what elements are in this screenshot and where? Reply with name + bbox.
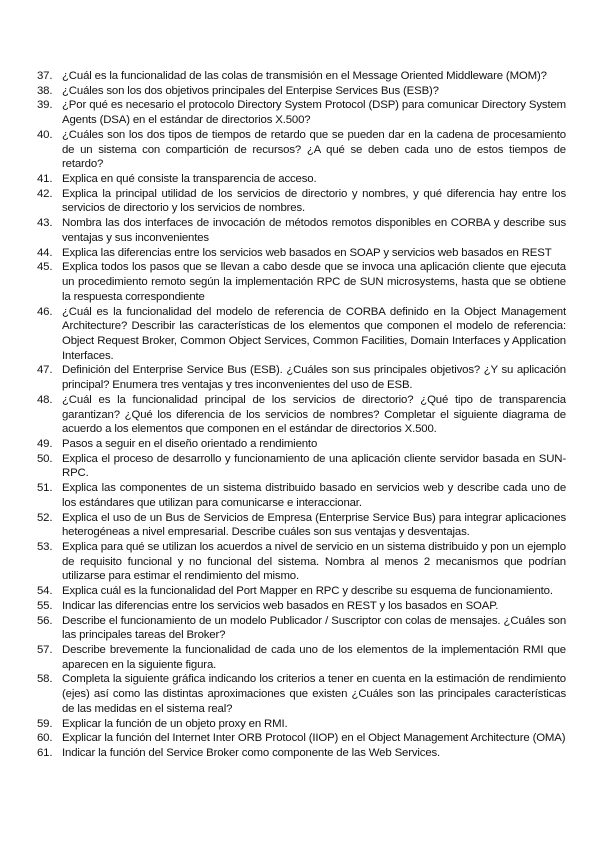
question-text: Pasos a seguir en el diseño orientado a rendimiento [62,437,318,450]
question-number: 52. [37,511,53,524]
question-text: Nombra las dos interfaces de invocación de métodos remotos disponibles en CORBA y describe sus ventajas y sus inconvenientes [62,217,566,244]
question-item [37,69,566,84]
question-text: Explica el proceso de desarrollo y funcionamiento de una aplicación cliente servidor basada en SUN-RPC. [62,452,566,480]
question-number: 46. [37,305,53,318]
question-number: 39. [37,99,53,112]
question-text: Indicar la función del Service Broker como componente de las Web Services. [62,747,441,760]
question-text: Explica las diferencias entre los servicios web basados en SOAP y servicios web basados en REST [62,246,552,259]
question-number: 57. [37,644,53,657]
question-number: 44. [37,246,53,259]
question-item [37,717,566,732]
question-text: ¿Por qué es necesario el protocolo Directory System Protocol (DSP) para comunicar Directory System Agents (DSA) en el estándar de directorios X.500? [62,99,566,127]
question-item [37,216,566,245]
question-text: Explica para qué se utilizan los acuerdos a nivel de servicio en un sistema distribuido y pon un ejemplo de requisito funcional y no funcional del sistema. Nombra al menos 2 mecanismos que podrían utilizarse para estimar el rendimiento del mismo. [62,541,566,583]
question-item [37,672,566,716]
question-item [37,511,566,540]
question-item [37,98,566,127]
question-item [37,393,566,437]
question-item [37,540,566,584]
question-text: Explicar la función del Internet Inter ORB Protocol (IIOP) en el Object Management Architecture (OMA) [62,732,566,745]
question-number: 42. [37,187,53,200]
question-number: 45. [37,261,53,274]
question-text: Describe el funcionamiento de un modelo Publicador / Suscriptor con colas de mensajes. ¿Cuáles son las principales tareas del Broker? [62,614,566,642]
question-item [37,172,566,187]
question-item [37,452,566,481]
question-text: Indicar las diferencias entre los servicios web basados en REST y los basados en SOAP. [62,599,499,612]
question-item [37,84,566,99]
question-text: Describe brevemente la funcionalidad de cada uno de los elementos de la implementación RMI que aparecen en la siguiente figura. [62,644,566,671]
question-text: Explicar la función de un objeto proxy en RMI. [62,717,288,730]
question-text: Explica la principal utilidad de los servicios de directorio y nombres, y qué diferencia hay entre los servicios de directorio y los servicios de nombres. [62,187,566,215]
question-number: 51. [37,482,53,495]
question-number: 53. [37,541,53,553]
question-item [37,481,566,510]
question-text: Explica en qué consiste la transparencia de acceso. [62,173,317,186]
question-item [37,599,566,614]
question-item [37,246,566,261]
question-list [37,69,566,761]
question-number: 60. [37,732,53,745]
question-item [37,260,566,304]
question-number: 43. [37,217,53,230]
question-text: Explica cuál es la funcionalidad del Port Mapper en RPC y describe su esquema de funcionamiento. [62,585,553,598]
question-text: Explica el uso de un Bus de Servicios de Empresa (Enterprise Service Bus) para integrar aplicaciones heterogéneas a nivel empresarial. Describe cuáles son sus ventajas y desventajas. [62,511,566,539]
question-item [37,187,566,216]
question-text: ¿Cuál es la funcionalidad de las colas de transmisión en el Message Oriented Middleware (MOM)? [62,70,547,82]
question-number: 47. [37,364,53,377]
question-item [37,305,566,364]
question-number: 56. [37,614,53,627]
question-item [37,614,566,643]
question-item [37,731,566,746]
question-number: 50. [37,452,53,465]
question-number: 58. [37,673,53,686]
question-text: ¿Cuáles son los dos tipos de tiempos de retardo que se pueden dar en la cadena de procesamiento de un sistema con compartición de recursos? ¿A qué se deben cada uno de estos tiempos de retardo? [62,128,566,171]
question-text: Explica las componentes de un sistema distribuido basado en servicios web y describe cada uno de los estándares que utilizan para comunicarse e interaccionar. [62,482,566,509]
question-text: Explica todos los pasos que se llevan a cabo desde que se invoca una aplicación cliente que ejecuta un procedimiento remoto según la implementación RPC de SUN microsystems, hasta que se obtiene la respuesta correspondiente [62,261,566,303]
question-number: 55. [37,599,53,612]
question-text: ¿Cuáles son los dos objetivos principales del Enterpise Services Bus (ESB)? [62,84,439,97]
question-number: 41. [37,173,53,186]
question-text: Completa la siguiente gráfica indicando los criterios a tener en cuenta en la estimación de rendimiento (ejes) así como las distintas aproximaciones que existen ¿Cuáles son las principales características de las medidas en el sistema real? [62,673,566,715]
question-item [37,437,566,452]
question-item [37,363,566,392]
question-item [37,128,566,172]
question-text: Definición del Enterprise Service Bus (ESB). ¿Cuáles son sus principales objetivos? ¿Y su aplicación principal? Enumera tres ventajas y tres inconvenientes del uso de ESB. [62,364,566,392]
question-number: 48. [37,393,53,406]
question-number: 61. [37,747,53,760]
question-number: 37. [37,70,53,82]
question-item [37,643,566,672]
question-number: 54. [37,585,53,598]
question-text: ¿Cuál es la funcionalidad del modelo de referencia de CORBA definido en la Object Management Architecture? Describir las características de los elementos que componen el modelo de referencia: Object Request Broker, Common Object Services, Common Facilities, Domain Interfaces y Application Interfaces. [62,305,566,362]
question-item [37,746,566,761]
question-number: 49. [37,437,53,450]
question-number: 59. [37,717,53,730]
question-number: 40. [37,128,53,141]
question-number: 38. [37,84,53,97]
question-item [37,584,566,599]
question-text: ¿Cuál es la funcionalidad principal de los servicios de directorio? ¿Qué tipo de transparencia garantizan? ¿Qué los diferencia de los servicios de nombres? Completar el siguiente diagrama de acuerdo a los elementos que componen en el estándar de directorios X.500. [62,393,566,436]
